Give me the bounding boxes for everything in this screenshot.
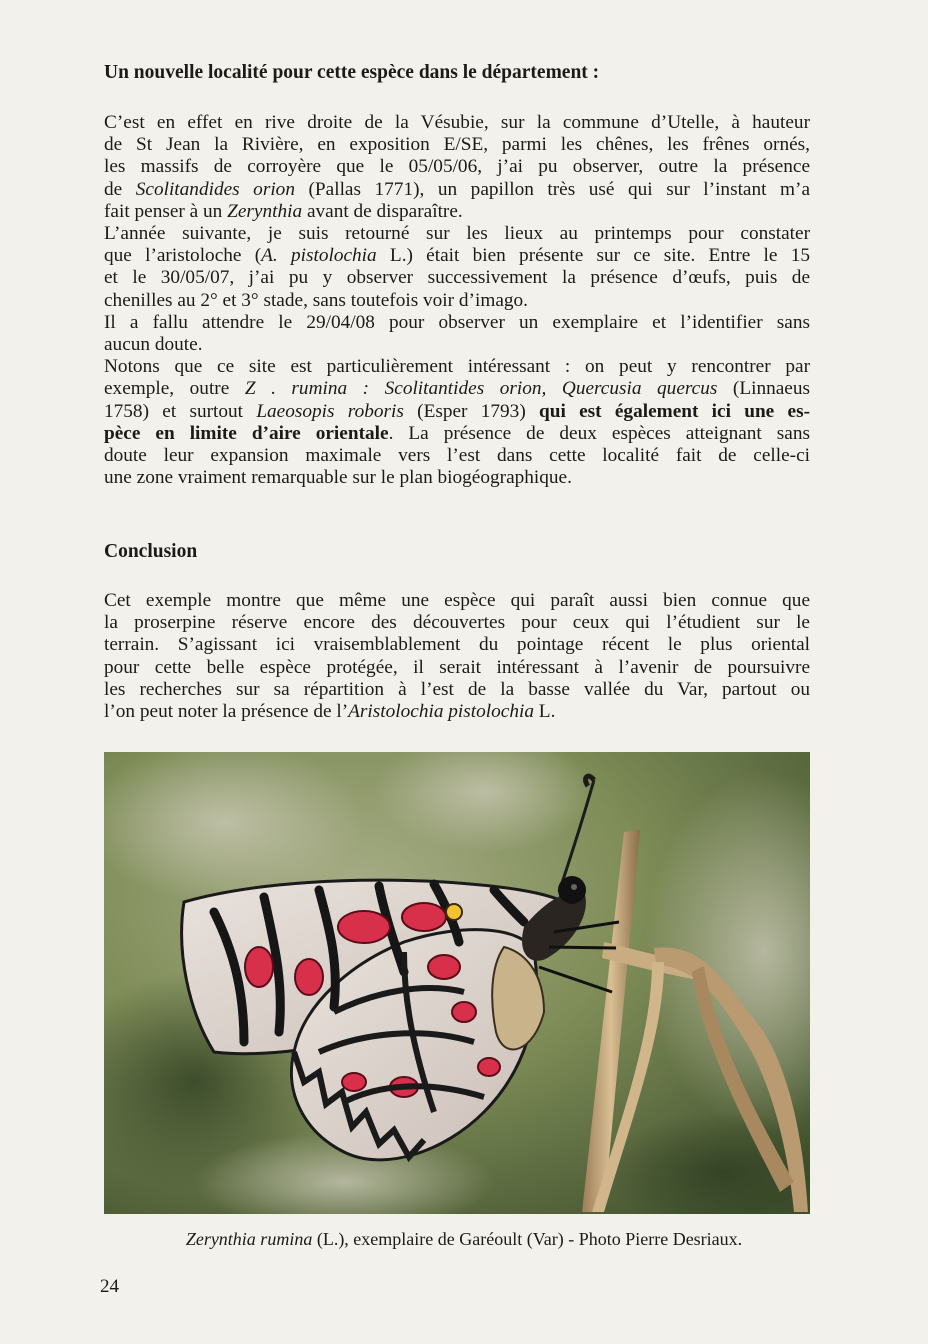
text-run: (Esper 1793) bbox=[403, 400, 540, 422]
text-run: terrain. S’agissant ici vraisemblablement du pointage récent le plus oriental bbox=[104, 634, 810, 656]
text-line bbox=[104, 467, 810, 489]
text-run: C’est en effet en rive droite de la Vésubie, sur la commune d’Utelle, à hauteur bbox=[104, 112, 810, 133]
text-line bbox=[104, 423, 810, 445]
text-run: et le 30/05/07, j’ai pu y observer successivement la présence d’œufs, puis de bbox=[104, 267, 810, 289]
text-run: (L.), exemplaire de Garéoult (Var) - Photo Pierre Desriaux. bbox=[312, 1229, 743, 1249]
bold-text: pèce en limite d’aire orientale bbox=[104, 422, 389, 444]
butterfly-photo bbox=[104, 752, 810, 1214]
text-line bbox=[104, 679, 810, 701]
text-line bbox=[104, 701, 810, 723]
italic-text: Zerynthia rumina bbox=[185, 1229, 313, 1249]
bold-text: qui est également ici une es- bbox=[539, 400, 810, 422]
text-run: de St Jean la Rivière, en exposition E/SE, parmi les chênes, les frênes ornés, bbox=[104, 134, 810, 156]
section-heading-conclusion: Conclusion bbox=[104, 541, 198, 562]
text-run: Notons que ce site est particulièrement intéressant : on peut y rencontrer par bbox=[104, 356, 810, 378]
text-line bbox=[104, 134, 810, 156]
text-run: avant de disparaître. bbox=[302, 200, 463, 222]
text-run: une zone vraiment remarquable sur le plan biogéographique. bbox=[104, 467, 572, 489]
text-run: de bbox=[104, 178, 136, 200]
photo-caption bbox=[0, 1229, 928, 1250]
italic-text: Zerynthia bbox=[227, 200, 303, 222]
text-line bbox=[104, 634, 810, 656]
page-number: 24 bbox=[100, 1276, 119, 1297]
text-run: L’année suivante, je suis retourné sur les lieux au printemps pour constater bbox=[104, 223, 810, 245]
text-line bbox=[104, 612, 810, 634]
text-run: aucun doute. bbox=[104, 334, 203, 356]
text-run: L.) était bien présente sur ce site. Entre le 15 bbox=[376, 245, 810, 267]
text-run: la proserpine réserve encore des découvertes pour ceux qui l’étudient sur le bbox=[104, 612, 810, 634]
italic-text: Laeosopis roboris bbox=[256, 400, 404, 422]
text-run: Il a fallu attendre le 29/04/08 pour observer un exemplaire et l’identifier sans bbox=[104, 311, 810, 333]
text-line bbox=[104, 245, 810, 267]
paragraph-locality bbox=[104, 112, 810, 489]
italic-text: Z . rumina : Scolitantides orion, Quercusia quercus bbox=[244, 378, 718, 400]
text-run: L. bbox=[533, 701, 556, 723]
text-run: chenilles au 2° et 3° stade, sans toutefois voir d’imago. bbox=[104, 289, 528, 311]
text-line bbox=[104, 290, 810, 312]
text-line bbox=[104, 112, 810, 134]
text-line bbox=[104, 356, 810, 378]
text-run: pour cette belle espèce protégée, il serait intéressant à l’avenir de poursuivre bbox=[104, 656, 810, 678]
section-heading-locality: Un nouvelle localité pour cette espèce dans le département : bbox=[104, 62, 600, 83]
text-run: . La présence de deux espèces atteignant sans bbox=[388, 422, 811, 444]
text-line bbox=[104, 201, 810, 223]
text-line bbox=[104, 312, 810, 334]
italic-text: A. pistolochia bbox=[261, 245, 377, 267]
italic-text: Scolitandides orion bbox=[135, 178, 295, 200]
text-line bbox=[104, 156, 810, 178]
text-run: (Linnaeus bbox=[717, 378, 811, 400]
text-run: que l’aristoloche ( bbox=[104, 245, 262, 267]
text-run: exemple, outre bbox=[104, 378, 245, 400]
text-line bbox=[104, 657, 810, 679]
text-run: 1758) et surtout bbox=[104, 400, 257, 422]
text-line bbox=[104, 179, 810, 201]
text-run: Cet exemple montre que même une espèce qui paraît aussi bien connue que bbox=[104, 590, 810, 611]
text-line bbox=[104, 401, 810, 423]
paragraph-conclusion bbox=[104, 590, 810, 723]
text-run: l’on peut noter la présence de l’ bbox=[104, 701, 349, 723]
text-run: les recherches sur sa répartition à l’est de la basse vallée du Var, partout ou bbox=[104, 678, 810, 700]
text-line bbox=[104, 590, 810, 612]
text-line bbox=[104, 334, 810, 356]
text-line bbox=[104, 445, 810, 467]
text-run: (Pallas 1771), un papillon très usé qui sur l’instant m’a bbox=[294, 178, 810, 200]
text-line bbox=[104, 267, 810, 289]
text-line bbox=[104, 223, 810, 245]
text-run: doute leur expansion maximale vers l’est dans cette localité fait de celle-ci bbox=[104, 445, 810, 467]
text-run: les massifs de corroyère que le 05/05/06, j’ai pu observer, outre la présence bbox=[104, 156, 810, 178]
text-run: fait penser à un bbox=[104, 200, 228, 222]
italic-text: Aristolochia pistolochia bbox=[348, 701, 534, 723]
text-line bbox=[104, 378, 810, 400]
